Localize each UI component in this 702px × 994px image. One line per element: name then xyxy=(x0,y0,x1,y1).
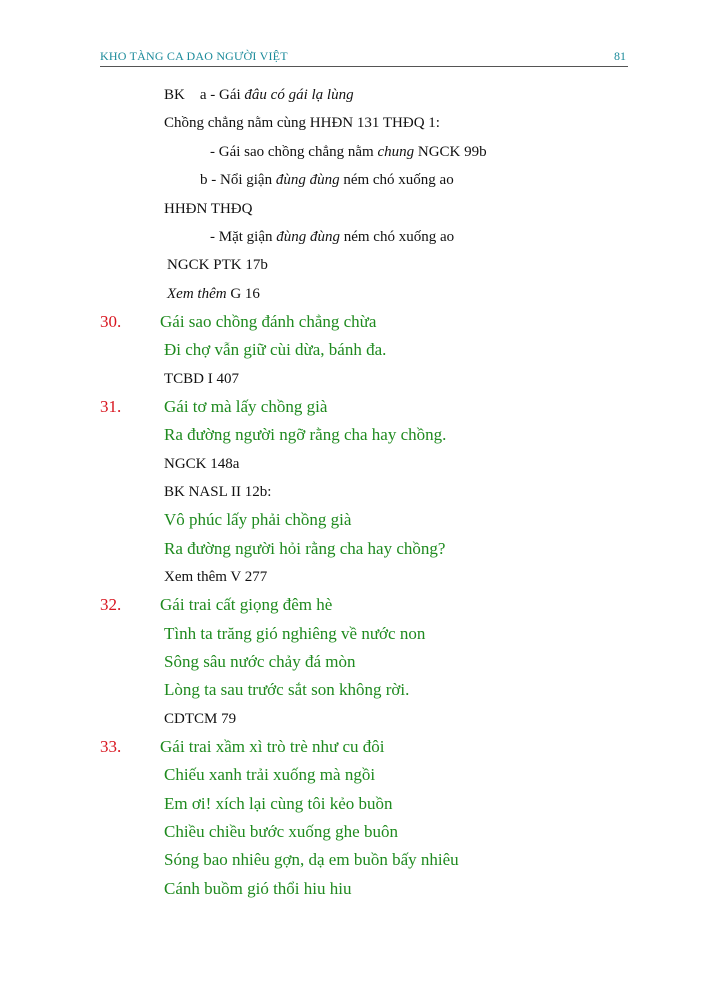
variant-text: ném chó xuống ao xyxy=(343,172,454,188)
variant-verse-line: Vô phúc lấy phải chồng già xyxy=(164,510,352,529)
see-also-note: Xem thêm V 277 xyxy=(164,569,268,585)
variant-verse-line: Ra đường người hỏi rằng cha hay chồng? xyxy=(164,539,446,558)
entry-number: 32. xyxy=(100,595,122,614)
source-note: TCBD I 407 xyxy=(164,371,239,387)
verse-line: Sóng bao nhiêu gợn, dạ em buồn bấy nhiêu xyxy=(164,850,459,869)
variant-label: a - Gái xyxy=(199,87,241,103)
verse-line: Đi chợ vẫn giữ cùi dừa, bánh đa. xyxy=(164,340,387,359)
variant-italic: chung xyxy=(377,144,415,160)
see-also-label: Xem thêm xyxy=(167,286,227,302)
page-number: 81 xyxy=(614,49,626,63)
variant-text: - Gái sao chồng chẳng nằm xyxy=(210,144,374,160)
verse-line: Lòng ta sau trước sắt son không rời. xyxy=(164,680,410,699)
source-abbrev: BK xyxy=(164,87,185,103)
verse-line: Gái sao chồng đánh chẳng chừa xyxy=(160,312,377,331)
variant-label: b - Nổi giận xyxy=(200,172,273,188)
variant-source-note: BK NASL II 12b: xyxy=(164,484,272,500)
entry-number: 33. xyxy=(100,737,122,756)
verse-line: Sông sâu nước chảy đá mòn xyxy=(164,652,356,671)
variant-italic: đùng đùng xyxy=(275,172,340,188)
verse-line: Chiếu xanh trải xuống mà ngồi xyxy=(164,765,376,784)
running-header xyxy=(100,48,628,67)
variant-note-6 xyxy=(210,229,454,246)
variant-note-5: HHĐN THĐQ xyxy=(164,201,253,217)
entry-number: 30. xyxy=(100,312,122,331)
variant-note-7: NGCK PTK 17b xyxy=(167,257,268,273)
variant-note-8 xyxy=(167,286,260,303)
variant-note-3 xyxy=(210,144,487,161)
verse-line: Ra đường người ngỡ rằng cha hay chồng. xyxy=(164,425,447,444)
verse-line: Cánh buồm gió thổi hiu hiu xyxy=(164,879,352,898)
variant-italic: đâu có gái lạ lùng xyxy=(244,87,354,103)
verse-line: Em ơi! xích lại cùng tôi kẻo buồn xyxy=(164,794,393,813)
source-abbrev: NGCK 99b xyxy=(417,144,487,160)
source-note: CDTCM 79 xyxy=(164,711,237,727)
verse-line: Chiều chiều bước xuống ghe buôn xyxy=(164,822,398,841)
entry-number: 31. xyxy=(100,397,122,416)
header-title: KHO TÀNG CA DAO NGƯỜI VIỆT xyxy=(100,49,288,63)
verse-line: Tình ta trăng gió nghiêng về nước non xyxy=(164,624,426,643)
verse-line: Gái trai xầm xì trò trè như cu đôi xyxy=(160,737,385,756)
verse-line: Gái trai cất giọng đêm hè xyxy=(160,595,333,614)
variant-text: - Mặt giận xyxy=(210,229,273,245)
variant-italic: đùng đùng xyxy=(276,229,340,245)
verse-line: Gái tơ mà lấy chồng già xyxy=(164,397,328,416)
source-note: NGCK 148a xyxy=(164,456,240,472)
variant-note-4 xyxy=(200,172,454,189)
variant-note-2: Chồng chẳng nằm cùng HHĐN 131 THĐQ 1: xyxy=(164,115,440,131)
variant-text: ném chó xuống ao xyxy=(343,229,455,245)
variant-note-1 xyxy=(164,87,354,104)
see-also-ref: G 16 xyxy=(230,286,260,302)
